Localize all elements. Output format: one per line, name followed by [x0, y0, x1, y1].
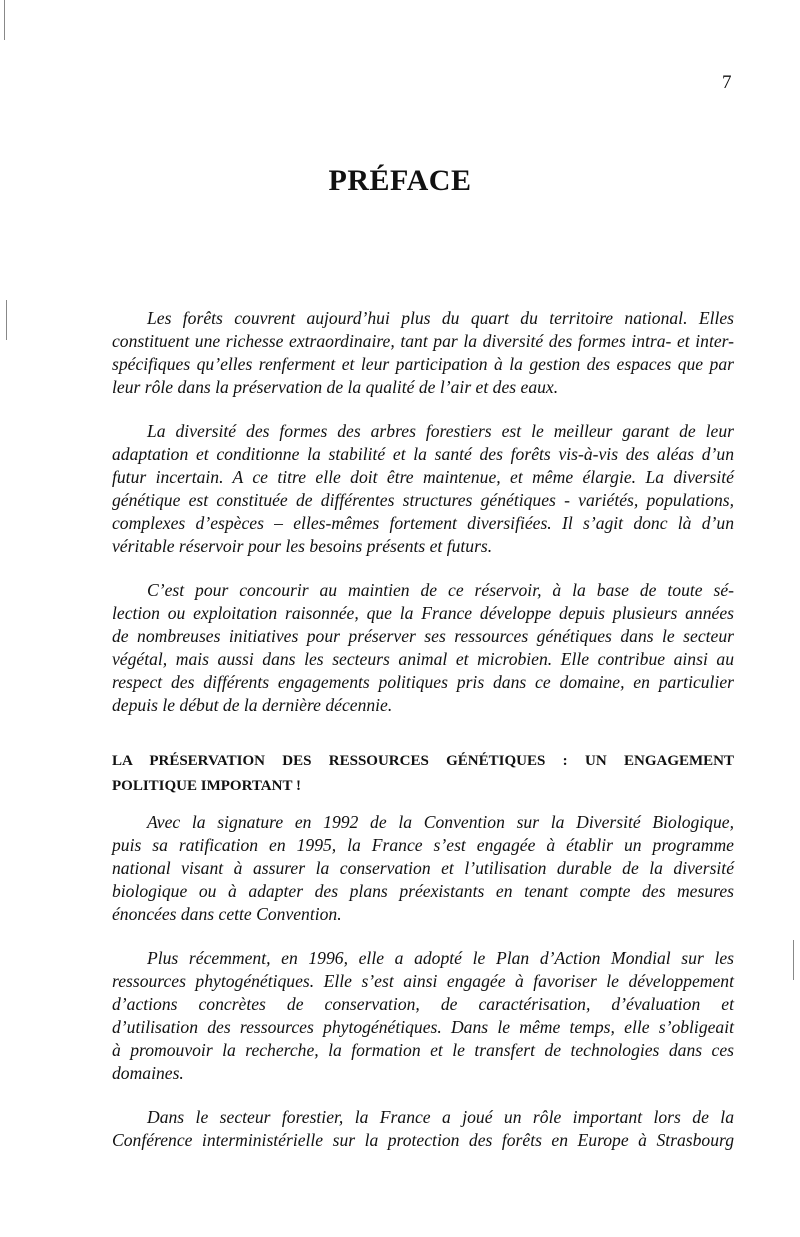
text-line: leur rôle dans la préservation de la qualité de l’air et des eaux. — [112, 377, 559, 397]
text-line: Dans le secteur forestier, la France a joué un rôle important lors de la — [147, 1107, 734, 1127]
scan-edge-left — [4, 0, 5, 40]
text-line: végétal, mais aussi dans les secteurs animal et microbien. Elle contribue ainsi au — [112, 649, 734, 669]
heading-line: POLITIQUE IMPORTANT ! — [112, 778, 301, 794]
text-line: ressources phytogénétiques. Elle s’est ainsi engagée à favoriser le développement — [112, 971, 734, 991]
text-line: respect des différents engagements politiques pris dans ce domaine, en particulier — [112, 672, 734, 692]
text-line: spécifiques qu’elles renferment et leur participation à la gestion des espaces que par — [112, 354, 734, 374]
text-line: génétique est constituée de différentes structures génétiques - variétés, populations, — [112, 490, 734, 510]
scan-edge-right — [793, 940, 794, 980]
intro-text — [112, 307, 734, 717]
paragraph — [112, 1106, 734, 1152]
page-title: PRÉFACE — [328, 164, 472, 197]
paragraph — [112, 420, 734, 558]
paragraph — [112, 947, 734, 1085]
section-text — [112, 811, 734, 1152]
text-line: constituent une richesse extraordinaire, tant par la diversité des formes intra- et inter- — [112, 331, 734, 351]
text-line: national visant à assurer la conservation et l’utilisation durable de la diversité — [112, 858, 734, 878]
paragraph — [112, 307, 734, 399]
scan-edge-left — [6, 300, 7, 340]
text-line: lection ou exploitation raisonnée, que la France développe depuis plusieurs années — [112, 603, 734, 623]
text-line: C’est pour concourir au maintien de ce réservoir, à la base de toute sé- — [147, 580, 734, 600]
text-line: adaptation et conditionne la stabilité et la santé des forêts vis-à-vis des aléas d’un — [112, 444, 734, 464]
text-line: énoncées dans cette Convention. — [112, 904, 342, 924]
text-line: Les forêts couvrent aujourd’hui plus du quart du territoire national. Elles — [147, 308, 734, 328]
heading-line: LA PRÉSERVATION DES RESSOURCES GÉNÉTIQUES : UN ENGAGEMENT — [112, 753, 734, 769]
text-line: domaines. — [112, 1063, 184, 1083]
page-number: 7 — [722, 72, 732, 93]
text-line: Conférence interministérielle sur la protection des forêts en Europe à Strasbourg — [112, 1130, 734, 1150]
text-line: puis sa ratification en 1995, la France s’est engagée à établir un programme — [112, 835, 734, 855]
text-line: Plus récemment, en 1996, elle a adopté le Plan d’Action Mondial sur les — [147, 948, 734, 968]
text-line: Avec la signature en 1992 de la Convention sur la Diversité Biologique, — [147, 812, 734, 832]
text-line: futur incertain. A ce titre elle doit être maintenue, et même élargie. La diversité — [112, 467, 734, 487]
text-line: d’utilisation des ressources phytogénétiques. Dans le même temps, elle s’obligeait — [112, 1017, 734, 1037]
paragraph — [112, 811, 734, 926]
text-line: complexes d’espèces – elles-mêmes fortement diversifiées. Il s’agit donc là d’un — [112, 513, 734, 533]
text-line: depuis le début de la dernière décennie. — [112, 695, 393, 715]
text-line: à promouvoir la recherche, la formation et le transfert de technologies dans ces — [112, 1040, 734, 1060]
text-line: véritable réservoir pour les besoins présents et futurs. — [112, 536, 493, 556]
paragraph — [112, 579, 734, 717]
text-line: biologique ou à adapter des plans préexistants en tenant compte des mesures — [112, 881, 734, 901]
text-line: d’actions concrètes de conservation, de caractérisation, d’évaluation et — [112, 994, 734, 1014]
section-heading — [112, 749, 734, 799]
text-line: de nombreuses initiatives pour préserver ses ressources génétiques dans le secteur — [112, 626, 734, 646]
text-line: La diversité des formes des arbres forestiers est le meilleur garant de leur — [147, 421, 734, 441]
